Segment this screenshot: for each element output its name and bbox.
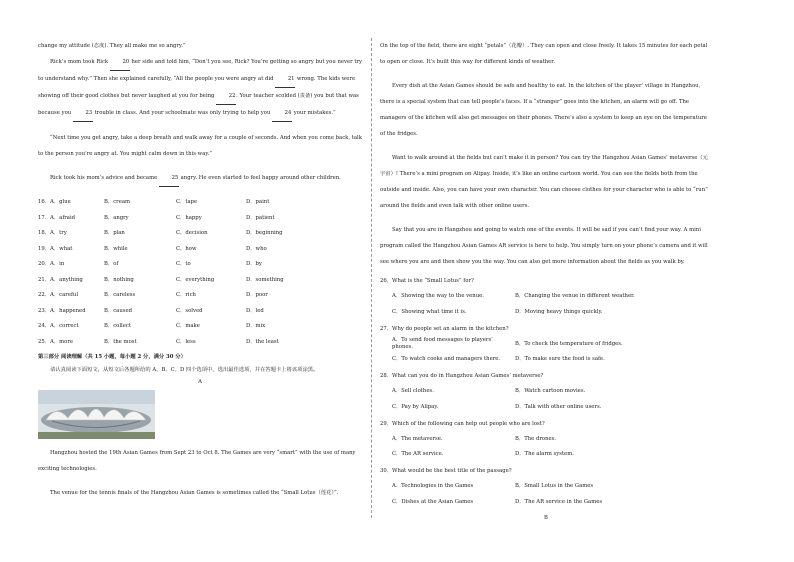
- paragraph: Hangzhou hosted the 19th Asian Games from Sept 23 to Oct 8. The Games are very “smart” with the use of many exciting technologies.: [38, 449, 356, 472]
- option-b: B．angry: [104, 214, 129, 221]
- option-n: 16．A．glue: [38, 199, 71, 206]
- option-row: [38, 273, 362, 289]
- option-n: 25．A．more: [38, 338, 74, 345]
- blank-25: 25: [159, 170, 179, 187]
- question-stem: 27．Why do people set an alarm in the kitchen?: [380, 325, 509, 332]
- option-c: C．happy: [176, 214, 202, 221]
- option-b: B．plan: [104, 230, 125, 237]
- choice-row: [380, 399, 712, 415]
- blank-20: 20: [110, 54, 130, 71]
- option-row: [38, 242, 362, 258]
- option-row: [38, 335, 362, 351]
- choice-a: A．Technologies in the Games: [392, 483, 474, 490]
- choice-d: D．The AR service in the Games: [515, 498, 603, 505]
- option-n: 20．A．in: [38, 261, 65, 268]
- right-column: [380, 38, 712, 522]
- choice-row: [380, 495, 712, 511]
- choice-row: [380, 289, 712, 305]
- option-c: C．how: [176, 245, 197, 252]
- blank-22: 22: [216, 88, 236, 105]
- option-b: B．careless: [104, 292, 136, 299]
- passage-b-label: B: [544, 515, 548, 522]
- option-d: D．who: [246, 245, 267, 252]
- option-d: D．mix: [246, 323, 266, 330]
- text: trouble in class. And your schoolmate was only trying to help you: [92, 110, 273, 116]
- option-d: D．poor: [246, 292, 268, 299]
- choice-b: B．Small Lotus in the Games: [515, 483, 594, 490]
- choice-b: B．Watch cartoon movies.: [515, 388, 586, 395]
- option-c: C．to: [176, 261, 191, 268]
- choice-a: A．The metaverse.: [392, 435, 443, 442]
- choice-row: [380, 431, 712, 447]
- blank-24: 24: [272, 105, 292, 122]
- left-column: [38, 38, 362, 509]
- paragraph: [38, 54, 362, 122]
- option-row: [38, 319, 362, 335]
- paragraph: On the top of the field, there are eight “petals”（花瓣）. They can open and close freely. It takes 15 minutes for each petal to open or close. It’s built this way for different kinds of weather.: [380, 43, 708, 65]
- section-intro: 请认真阅读下面短文，从短文后各题所给的 A、B、C、D 四个选项中，选出最佳选项，并在答题卡上将该项涂黑。: [50, 366, 319, 373]
- section-heading: 第三部分 阅读理解（共 15 小题，每小题 2 分，满分 30 分）: [38, 354, 186, 360]
- option-n: 21．A．anything: [38, 276, 83, 283]
- option-c: C．less: [176, 338, 196, 345]
- paragraph: change my attitude (态度). They all make me so angry.”: [38, 43, 186, 49]
- questions-list: [380, 278, 712, 510]
- option-row: [38, 288, 362, 304]
- option-n: 19．A．what: [38, 245, 73, 252]
- paragraph: [38, 170, 362, 187]
- option-row: [38, 226, 362, 242]
- option-n: 24．A．correct: [38, 323, 79, 330]
- text: her side and told him, “Don’t you see, Rick? You’re getting so angry but you never try to understand why.” Then she explained carefully, “All the people you were angry at did: [38, 59, 362, 82]
- text: angry. He even started to feel happy around other children.: [178, 175, 341, 181]
- option-c: C．rich: [176, 292, 196, 299]
- choice-d: D．The alarm system.: [515, 451, 574, 458]
- column-divider: [371, 38, 372, 518]
- choice-c: C．Pay by Alipay.: [392, 403, 439, 410]
- choice-b: B．Changing the venue in different weather.: [515, 293, 635, 300]
- option-n: 17．A．afraid: [38, 214, 76, 221]
- choice-a: A．Sell clothes.: [392, 388, 434, 395]
- paragraph: Say that you are in Hangzhou and going to watch one of the events. It will be sad if you can’t find your way. A mini program called the Hangzhou Asian Games AR service is here to help. You simply turn on your phone’s camera and it will see where you are and then show you the way. You can also get more information about the fields as you walk by.: [380, 227, 708, 265]
- paragraph: “Next time you get angry, take a deep breath and walk away for a couple of seconds. And when you come back, talk to the person you’re angry at. You might calm down in this way.”: [38, 135, 362, 157]
- option-d: D．by: [246, 261, 262, 268]
- question-stem: 30．What would be the best title of the passage?: [380, 468, 512, 475]
- paragraph: Want to walk around at the fields but can’t make it in person? You can try the Hangzhou Asian Games’ metaverse（元宇宙）! There’s a mini program on Alipay. Inside, it’s like an online cartoon world. You can see the fields both from the outside and inside. Also, you can have your own character. You can choose clothes for your character who is able to “run” around the fields and even talk with other online users.: [380, 155, 708, 209]
- choice-row: [380, 352, 712, 368]
- choice-c: C．Dishes at the Asian Games: [392, 498, 474, 505]
- choice-row: [380, 384, 712, 400]
- choice-row: [380, 304, 712, 320]
- blank-21: 21: [275, 71, 295, 88]
- question-stem: 26．What is the “Small Lotus” for?: [380, 278, 474, 284]
- text: Rick took his mom’s advice and became: [50, 175, 159, 181]
- option-d: D．beginning: [246, 230, 283, 237]
- text: . Your teacher scolded (责备) you but that was because you: [38, 93, 359, 116]
- text: your mistakes.”: [292, 110, 336, 116]
- option-d: D．paint: [246, 199, 270, 206]
- paragraph: Every dish at the Asian Games should be safe and healthy to eat. In the kitchen of the player’ village in Hangzhou, there is a special system that can tell people’s faces. If a “stranger” goes into the kitchen, an alarm will go off. The managers of the kitchen will also get messages on their phones. There’s also a system to keep an eye on the temperature of the fridges.: [380, 83, 707, 137]
- text: Rick’s mom took Rick: [50, 59, 110, 65]
- choice-d: D．Moving heavy things quickly.: [515, 308, 603, 315]
- option-b: B．of: [104, 261, 119, 268]
- lotus-stadium-picture: [38, 390, 155, 439]
- choice-a: A．Showing the way to the venue.: [392, 293, 484, 300]
- choice-b: B．The drones.: [515, 435, 557, 442]
- option-c: C．decision: [176, 230, 208, 237]
- options-list: [38, 195, 362, 350]
- option-n: 23．A．happened: [38, 307, 86, 314]
- choice-c: C．To watch cooks and managers there.: [392, 356, 501, 363]
- question-stem: 29．Which of the following can help out people who are lost?: [380, 420, 545, 427]
- option-n: 18．A．try: [38, 230, 67, 237]
- option-row: [38, 304, 362, 320]
- paragraph: The venue for the tennis finals of the Hangzhou Asian Games is sometimes called the “Small Lotus（莲花）”.: [50, 489, 339, 496]
- option-b: B．while: [104, 245, 128, 252]
- option-b: B．cream: [104, 199, 131, 206]
- stadium-image: [38, 390, 155, 439]
- option-c: C．solved: [176, 307, 203, 314]
- option-row: [38, 211, 362, 227]
- text: wrong. The kids were showing off their good clothes but never laughed at you for being: [38, 76, 356, 99]
- option-n: 22．A．careful: [38, 292, 79, 299]
- option-d: D．patient: [246, 214, 275, 221]
- option-c: C．make: [176, 323, 200, 330]
- choice-a: A．To send food messages to players’ phones.: [392, 337, 493, 350]
- option-b: B．nothing: [104, 276, 134, 283]
- choice-c: C．Showing what time it is.: [392, 308, 467, 315]
- passage-a-label: A: [198, 379, 202, 386]
- option-row: [38, 257, 362, 273]
- choice-b: B．To check the temperature of fridges.: [515, 340, 623, 347]
- choice-row: [380, 479, 712, 495]
- option-c: C．everything: [176, 276, 215, 283]
- option-b: B．collect: [104, 323, 131, 330]
- choice-d: D．Talk with other online users.: [515, 403, 602, 410]
- choice-row: [380, 447, 712, 463]
- choice-row: [380, 336, 712, 352]
- option-d: D．the least: [246, 338, 279, 345]
- question-stem: 28．What can you do in Hangzhou Asian Games’ metaverse?: [380, 373, 544, 380]
- choice-c: C．The AR service.: [392, 451, 444, 458]
- option-c: C．tape: [176, 199, 198, 206]
- option-row: [38, 195, 362, 211]
- option-d: D．something: [246, 276, 284, 283]
- choice-d: D．To make sure the food is safe.: [515, 356, 605, 363]
- option-b: B．the most: [104, 338, 137, 345]
- option-d: D．led: [246, 307, 264, 314]
- blank-23: 23: [73, 105, 93, 122]
- option-b: B．caused: [104, 307, 132, 314]
